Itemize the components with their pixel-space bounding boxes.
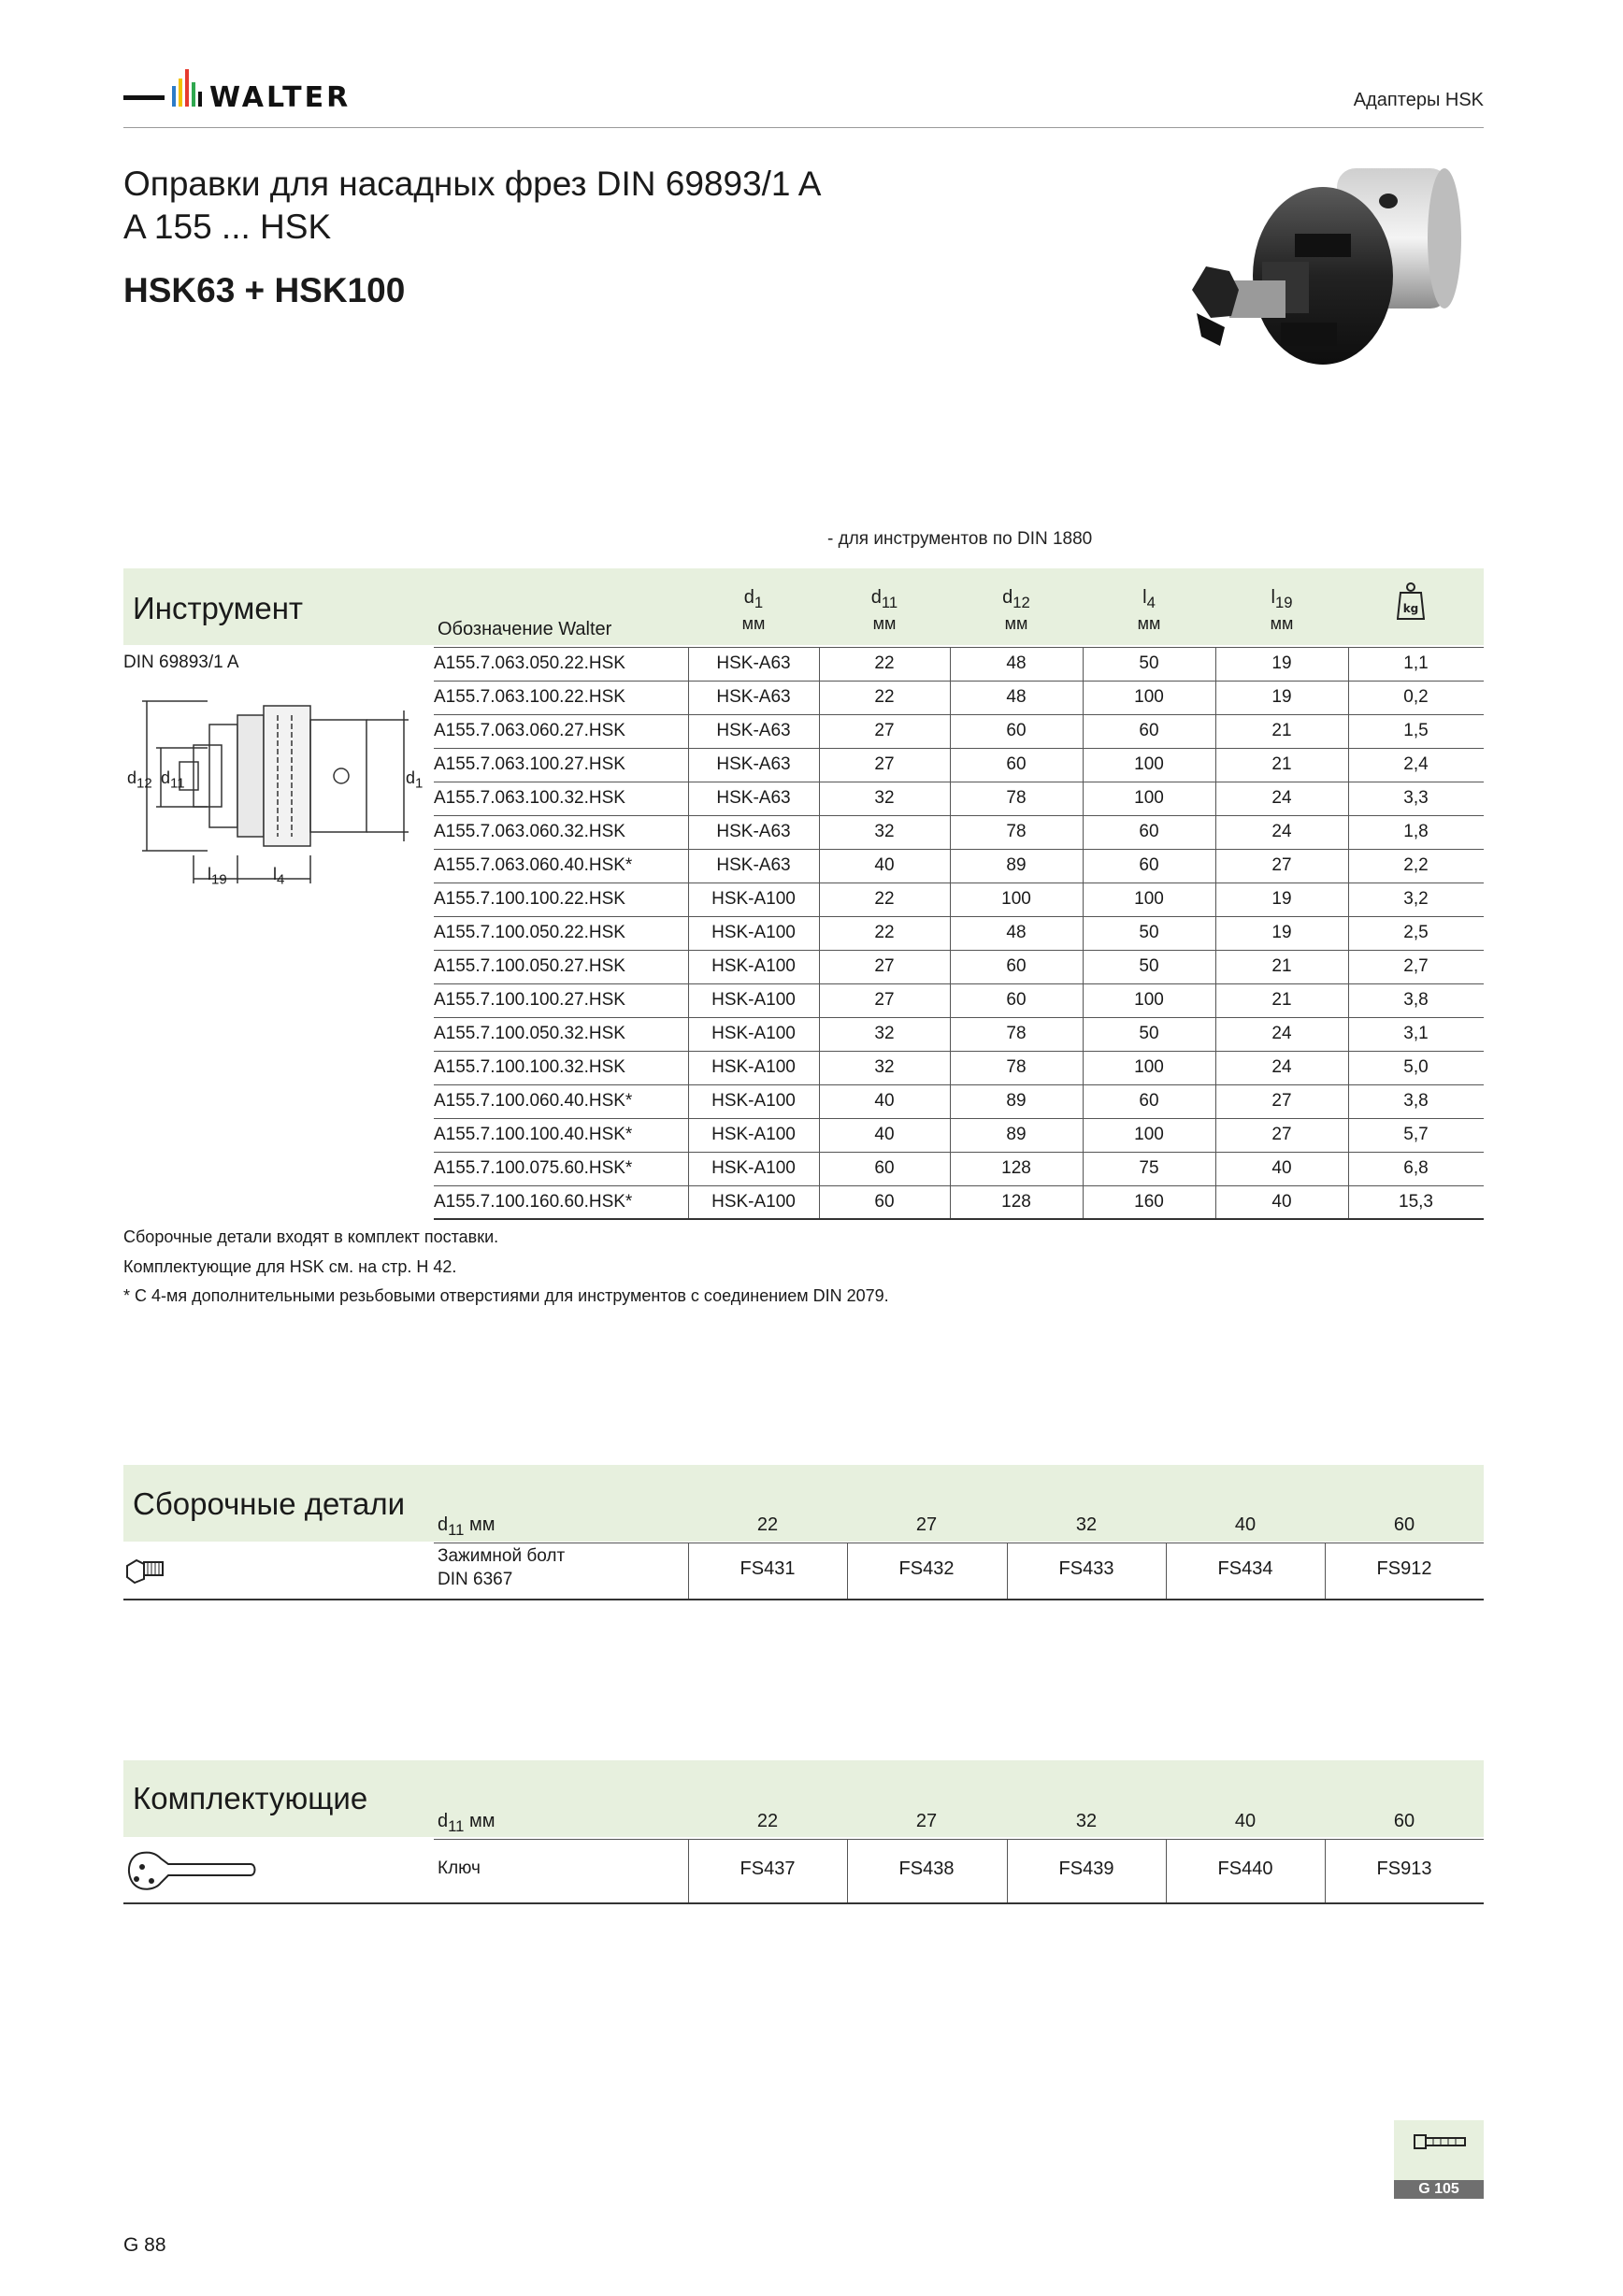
assembly-d11-label: $d_{11}$ мм: [438, 1514, 496, 1539]
cell-l4: 60: [1139, 1091, 1159, 1111]
table-row: [123, 883, 1484, 916]
cell-l4: 60: [1139, 822, 1159, 841]
cell-l4: 50: [1139, 1024, 1159, 1043]
accessories-code: FS440: [1217, 1858, 1273, 1879]
cell-d11: 40: [874, 1125, 895, 1144]
clamping-bolt-icon: [123, 1547, 170, 1594]
crossref-label[interactable]: G 105: [1394, 2180, 1484, 2199]
cell-d12: 128: [1001, 1158, 1031, 1178]
tool-table-bottom-rule: [434, 1218, 1484, 1220]
table-row: [123, 983, 1484, 1017]
cell-d12: 78: [1006, 822, 1027, 841]
clamping-bolt-label: Зажимной болт DIN 6367: [438, 1546, 566, 1589]
cell-l19: 40: [1271, 1158, 1292, 1178]
cell-d11: 32: [874, 1024, 895, 1043]
accessories-size-22: 22: [756, 1811, 779, 1831]
assembly-code: FS433: [1058, 1558, 1114, 1579]
accessories-size-32: 32: [1075, 1811, 1098, 1831]
cell-d12: 78: [1006, 1057, 1027, 1077]
table-row: [123, 1051, 1484, 1084]
cell-designation: A155.7.100.100.40.HSK*: [434, 1125, 633, 1144]
cell-l19: 21: [1271, 990, 1292, 1010]
cell-l4: 100: [1134, 687, 1164, 707]
cell-designation: A155.7.100.100.32.HSK: [434, 1057, 625, 1077]
table-row: [123, 748, 1484, 782]
cell-kg: 3,8: [1403, 1091, 1429, 1111]
assembly-size-22: 22: [756, 1514, 779, 1535]
cell-l4: 100: [1134, 889, 1164, 909]
cell-d1: HSK-A100: [711, 1125, 796, 1144]
cell-l19: 24: [1271, 822, 1292, 841]
cell-l4: 100: [1134, 1057, 1164, 1077]
accessories-code: FS438: [898, 1858, 955, 1879]
walter-logo: [123, 58, 404, 114]
cell-d1: HSK-A100: [711, 956, 796, 976]
cell-d12: 48: [1006, 923, 1027, 942]
assembly-code: FS434: [1217, 1558, 1273, 1579]
cell-d11: 27: [874, 956, 895, 976]
cell-d1: HSK-A100: [711, 923, 796, 942]
cell-kg: 3,1: [1403, 1024, 1429, 1043]
cell-d11: 22: [874, 687, 895, 707]
cell-l4: 60: [1139, 721, 1159, 740]
assembly-code: FS431: [740, 1558, 796, 1579]
page-title: Оправки для насадных фрез DIN 69893/1 A: [123, 165, 822, 203]
accessories-code: FS439: [1058, 1858, 1114, 1879]
assembly-size-27: 27: [915, 1514, 938, 1535]
cell-l4: 75: [1139, 1158, 1159, 1178]
cell-l4: 50: [1139, 923, 1159, 942]
cell-d1: HSK-A100: [711, 1091, 796, 1111]
drawing-label-l19: $l_{19}$: [208, 865, 227, 888]
cell-d11: 32: [874, 1057, 895, 1077]
column-divider: [1348, 647, 1349, 1219]
cell-d11: 32: [874, 822, 895, 841]
cell-l19: 24: [1271, 788, 1292, 808]
table-row: [123, 681, 1484, 714]
cell-d12: 128: [1001, 1192, 1031, 1212]
accessories-section-title: Комплектующие: [133, 1781, 368, 1815]
din-note: - для инструментов по DIN 1880: [827, 529, 1093, 549]
assembly-code: FS432: [898, 1558, 955, 1579]
cell-d11: 27: [874, 990, 895, 1010]
cell-d12: 78: [1006, 788, 1027, 808]
standard-label: DIN 69893/1 A: [123, 653, 239, 672]
cell-kg: 3,3: [1403, 788, 1429, 808]
table-row: [123, 1118, 1484, 1152]
assembly-size-60: 60: [1393, 1514, 1415, 1535]
table-row: [123, 1017, 1484, 1051]
cell-d11: 60: [874, 1158, 895, 1178]
cell-d11: 32: [874, 788, 895, 808]
assembly-code: FS912: [1376, 1558, 1432, 1579]
drawing-label-d1: $d_1$: [406, 768, 424, 792]
cell-l19: 24: [1271, 1024, 1292, 1043]
drawing-label-l4: $l_4$: [273, 865, 285, 888]
drawing-label-d12: $d_{12}$: [127, 768, 152, 792]
footnote-assembly: Сборочные детали входят в комплект поставки.: [123, 1227, 499, 1246]
cell-l19: 24: [1271, 1057, 1292, 1077]
cell-l4: 100: [1134, 754, 1164, 774]
table-row: [123, 782, 1484, 815]
page-number: G 88: [123, 2234, 166, 2256]
cell-kg: 2,5: [1403, 923, 1429, 942]
cell-d12: 60: [1006, 721, 1027, 740]
cell-d11: 22: [874, 653, 895, 673]
column-header-l19: $l_{19}$ мм: [1270, 587, 1294, 633]
column-divider: [819, 647, 820, 1219]
table-top-rule: [434, 647, 1484, 648]
cell-d11: 40: [874, 1091, 895, 1111]
cell-l19: 19: [1271, 687, 1292, 707]
cell-d1: HSK-A100: [711, 889, 796, 909]
assembly-size-40: 40: [1234, 1514, 1257, 1535]
column-header-d1: $d_1$ мм: [741, 587, 766, 633]
cell-designation: A155.7.100.050.27.HSK: [434, 956, 625, 976]
cell-kg: 1,8: [1403, 822, 1429, 841]
page-title-line2: A 155 ... HSK: [123, 208, 332, 246]
cell-kg: 3,8: [1403, 990, 1429, 1010]
accessories-size-60: 60: [1393, 1811, 1415, 1831]
cell-l19: 21: [1271, 721, 1292, 740]
cell-kg: 0,2: [1403, 687, 1429, 707]
product-photo: [1173, 150, 1491, 411]
cell-l19: 19: [1271, 889, 1292, 909]
cell-d12: 48: [1006, 653, 1027, 673]
cell-l4: 60: [1139, 855, 1159, 875]
column-divider: [950, 647, 951, 1219]
brand-name: WALTER: [209, 81, 352, 114]
cell-designation: A155.7.100.075.60.HSK*: [434, 1158, 633, 1178]
assembly-bottom-rule: [123, 1599, 1484, 1600]
accessories-row-top-rule: [434, 1839, 1484, 1840]
column-divider: [1215, 647, 1216, 1219]
table-row: [123, 714, 1484, 748]
cell-l19: 19: [1271, 923, 1292, 942]
cell-designation: A155.7.100.060.40.HSK*: [434, 1091, 633, 1111]
cell-d12: 60: [1006, 754, 1027, 774]
cell-d1: HSK-A100: [711, 1158, 796, 1178]
cell-designation: A155.7.063.100.22.HSK: [434, 687, 625, 707]
footnote-asterisk: * С 4-мя дополнительными резьбовыми отверстиями для инструментов с соединением DIN 2079.: [123, 1286, 889, 1305]
screw-icon: [1394, 2120, 1484, 2167]
cell-designation: A155.7.063.100.27.HSK: [434, 754, 625, 774]
cell-designation: A155.7.100.050.32.HSK: [434, 1024, 625, 1043]
cell-l19: 21: [1271, 956, 1292, 976]
cell-kg: 2,4: [1403, 754, 1429, 774]
cell-d12: 60: [1006, 990, 1027, 1010]
weight-icon: [1397, 581, 1425, 621]
cell-l19: 40: [1271, 1192, 1292, 1212]
cell-kg: 3,2: [1403, 889, 1429, 909]
cell-l19: 27: [1271, 1091, 1292, 1111]
cell-l4: 50: [1139, 653, 1159, 673]
cell-designation: A155.7.063.060.32.HSK: [434, 822, 625, 841]
table-row: [123, 1185, 1484, 1219]
assembly-size-32: 32: [1075, 1514, 1098, 1535]
cell-kg: 5,7: [1403, 1125, 1429, 1144]
cell-designation: A155.7.100.100.27.HSK: [434, 990, 625, 1010]
cell-d12: 78: [1006, 1024, 1027, 1043]
cell-d11: 22: [874, 889, 895, 909]
column-header-l4: $l_4$ мм: [1137, 587, 1161, 633]
cell-l19: 27: [1271, 855, 1292, 875]
tool-section-title: Инструмент: [133, 591, 304, 625]
column-header-d12: $d_{12}$ мм: [1002, 587, 1030, 633]
cell-d1: HSK-A63: [716, 822, 791, 841]
svg-text:kg: kg: [1402, 602, 1419, 615]
section-label: Адаптеры HSK: [1353, 90, 1484, 110]
wrench-icon: [123, 1844, 259, 1895]
cell-d11: 27: [874, 721, 895, 740]
cell-l4: 160: [1134, 1192, 1164, 1212]
cell-kg: 2,2: [1403, 855, 1429, 875]
cell-d1: HSK-A100: [711, 1057, 796, 1077]
cell-d1: HSK-A63: [716, 653, 791, 673]
cell-d11: 60: [874, 1192, 895, 1212]
cell-kg: 6,8: [1403, 1158, 1429, 1178]
page-subtitle: HSK63 + HSK100: [123, 271, 406, 309]
cell-d11: 27: [874, 754, 895, 774]
cell-designation: A155.7.063.060.40.HSK*: [434, 855, 633, 875]
table-row: [123, 849, 1484, 883]
accessories-code: FS913: [1376, 1858, 1432, 1879]
cell-d1: HSK-A63: [716, 721, 791, 740]
cell-designation: A155.7.100.160.60.HSK*: [434, 1192, 633, 1212]
cell-d1: HSK-A100: [711, 1192, 796, 1212]
cell-l19: 21: [1271, 754, 1292, 774]
accessories-bottom-rule: [123, 1902, 1484, 1904]
cell-d12: 89: [1006, 1091, 1027, 1111]
cell-d1: HSK-A100: [711, 990, 796, 1010]
column-header-d11: $d_{11}$ мм: [870, 587, 898, 633]
column-divider: [688, 647, 689, 1219]
cell-d11: 40: [874, 855, 895, 875]
cell-d12: 60: [1006, 956, 1027, 976]
table-row: [123, 647, 1484, 681]
cell-d11: 22: [874, 923, 895, 942]
cell-d12: 89: [1006, 1125, 1027, 1144]
accessories-size-40: 40: [1234, 1811, 1257, 1831]
cell-d1: HSK-A100: [711, 1024, 796, 1043]
cell-l4: 100: [1134, 788, 1164, 808]
cell-l19: 27: [1271, 1125, 1292, 1144]
assembly-section-title: Сборочные детали: [133, 1486, 406, 1521]
cell-kg: 15,3: [1399, 1192, 1433, 1212]
cell-l19: 19: [1271, 653, 1292, 673]
cell-designation: A155.7.100.100.22.HSK: [434, 889, 625, 909]
table-row: [123, 1084, 1484, 1118]
cell-l4: 100: [1134, 990, 1164, 1010]
cell-designation: A155.7.063.050.22.HSK: [434, 653, 625, 673]
table-row: [123, 916, 1484, 950]
cell-d1: HSK-A63: [716, 687, 791, 707]
cell-d1: HSK-A63: [716, 754, 791, 774]
cell-designation: A155.7.063.100.32.HSK: [434, 788, 625, 808]
table-row: [123, 1152, 1484, 1185]
cell-kg: 1,1: [1403, 653, 1429, 673]
wrench-label: Ключ: [438, 1858, 481, 1878]
column-header-designation: Обозначение Walter: [438, 619, 612, 639]
column-divider: [1083, 647, 1084, 1219]
footnote-accessories: Комплектующие для HSK см. на стр. H 42.: [123, 1257, 457, 1276]
cell-designation: A155.7.100.050.22.HSK: [434, 923, 625, 942]
cell-l4: 100: [1134, 1125, 1164, 1144]
cell-d12: 89: [1006, 855, 1027, 875]
cell-kg: 1,5: [1403, 721, 1429, 740]
cell-d12: 100: [1001, 889, 1031, 909]
cell-designation: A155.7.063.060.27.HSK: [434, 721, 625, 740]
table-row: [123, 815, 1484, 849]
cell-d12: 48: [1006, 687, 1027, 707]
accessories-d11-label: $d_{11}$ мм: [438, 1811, 496, 1835]
cell-d1: HSK-A63: [716, 855, 791, 875]
cell-l4: 50: [1139, 956, 1159, 976]
cell-kg: 5,0: [1403, 1057, 1429, 1077]
cell-kg: 2,7: [1403, 956, 1429, 976]
accessories-code: FS437: [740, 1858, 796, 1879]
header-divider: [123, 127, 1484, 128]
drawing-label-d11: $d_{11}$: [161, 768, 185, 792]
accessories-size-27: 27: [915, 1811, 938, 1831]
cell-d1: HSK-A63: [716, 788, 791, 808]
table-row: [123, 950, 1484, 983]
